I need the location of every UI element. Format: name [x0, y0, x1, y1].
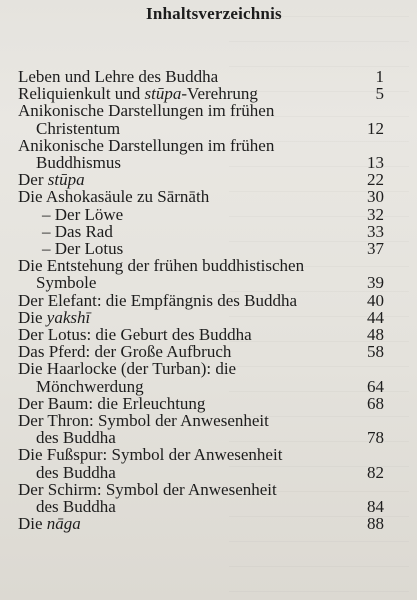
toc-entry-title-continued: des Buddha: [36, 462, 116, 482]
toc-entry-title: Das Pferd: der Große Aufbruch: [18, 342, 232, 362]
table-of-contents: [18, 68, 384, 532]
page-title: Inhaltsverzeichnis: [146, 4, 282, 23]
toc-entry-title-part: Der: [18, 170, 48, 190]
toc-entry-anikonische-christentum: [18, 102, 384, 136]
toc-page-number: 78: [367, 428, 384, 448]
toc-entry-title: Die Fußspur: Symbol der Anwesenheit: [18, 445, 283, 465]
toc-page-number: 48: [367, 325, 384, 345]
toc-entry-das-pferd: [18, 343, 384, 360]
toc-page-number: 44: [367, 307, 384, 327]
toc-entry-title-continued: Christentum: [36, 118, 121, 138]
toc-entry-title: Anikonische Darstellungen im frühen: [18, 101, 275, 121]
toc-entry-title-part: -Verehrung: [181, 84, 258, 104]
toc-entry-title-part: Reliquienkult und: [18, 84, 145, 104]
toc-entry-title-continued: Symbole: [36, 273, 97, 293]
toc-page-number: 39: [367, 273, 384, 293]
toc-page-number: 68: [367, 393, 384, 413]
toc-entry-der-schirm: [18, 481, 384, 515]
toc-page-number: 12: [367, 118, 384, 138]
toc-entry-title-part: Die: [18, 514, 47, 534]
toc-entry-title: Der Elefant: die Empfängnis des Buddha: [18, 290, 298, 310]
toc-entry-title: [18, 515, 344, 532]
toc-entry-title-continued: des Buddha: [36, 428, 116, 448]
toc-entry-reliquienkult: [18, 85, 384, 102]
toc-entry-title: Die Entstehung der frühen buddhistischen: [18, 256, 305, 276]
toc-entry-title-italic: yakshī: [46, 307, 91, 327]
toc-page-number: 58: [367, 342, 384, 362]
toc-entry-title: – Der Lotus: [42, 239, 124, 259]
toc-entry-title: Der Baum: die Erleuchtung: [18, 393, 206, 413]
toc-entry-der-lotus-geburt: [18, 326, 384, 343]
toc-page-number: 13: [367, 153, 384, 173]
toc-entry-die-yakshi: [18, 309, 384, 326]
toc-page-number: 30: [367, 187, 384, 207]
toc-subentry-das-rad: [18, 223, 384, 240]
toc-entry-title: Der Schirm: Symbol der Anwesenheit: [18, 479, 277, 499]
toc-entry-ashokasaeule: [18, 188, 384, 205]
toc-entry-der-elefant: [18, 292, 384, 309]
toc-entry-title-italic: stūpa: [144, 84, 182, 104]
toc-entry-title-continued: des Buddha: [36, 497, 116, 517]
toc-subentry-der-lotus: [18, 240, 384, 257]
toc-entry-title-continued: Buddhismus: [36, 153, 122, 173]
toc-entry-title-continued: Mönchwerdung: [36, 376, 144, 396]
toc-entry-title: [18, 309, 344, 326]
toc-page-number: 40: [367, 290, 384, 310]
toc-entry-title: – Das Rad: [42, 221, 113, 241]
toc-entry-der-thron: [18, 412, 384, 446]
toc-entry-leben-und-lehre: [18, 68, 384, 85]
toc-entry-die-naga: [18, 515, 384, 532]
toc-entry-title: – Der Löwe: [42, 204, 124, 224]
toc-entry-title: [18, 85, 344, 102]
toc-page-number: 82: [367, 462, 384, 482]
toc-entry-der-baum: [18, 395, 384, 412]
toc-entry-title-italic: nāga: [46, 514, 81, 534]
toc-page-number: 33: [367, 221, 384, 241]
toc-entry-title: Anikonische Darstellungen im frühen: [18, 135, 275, 155]
toc-entry-anikonische-buddhismus: [18, 137, 384, 171]
toc-entry-die-haarlocke: [18, 360, 384, 394]
toc-page-number: 84: [367, 497, 384, 517]
toc-entry-entstehung-symbole: [18, 257, 384, 291]
toc-entry-title: Leben und Lehre des Buddha: [18, 67, 219, 86]
toc-page-number: 1: [375, 67, 384, 86]
toc-entry-title: Der Lotus: die Geburt des Buddha: [18, 325, 252, 345]
toc-entry-der-stupa: [18, 171, 384, 188]
toc-entry-title: Die Ashokasäule zu Sārnāth: [18, 187, 210, 207]
toc-entry-title-italic: stūpa: [47, 170, 85, 190]
toc-entry-die-fussspur: [18, 446, 384, 480]
toc-subentry-der-loewe: [18, 206, 384, 223]
toc-page-number: 64: [367, 376, 384, 396]
toc-page-number: 88: [367, 514, 384, 534]
toc-entry-title: [18, 171, 344, 188]
toc-page-number: 5: [375, 84, 384, 104]
toc-page-number: 22: [367, 170, 384, 190]
toc-page-number: 37: [367, 239, 384, 259]
toc-page-number: 32: [367, 204, 384, 224]
toc-entry-title: Die Haarlocke (der Turban): die: [18, 359, 237, 379]
toc-entry-title-part: Die: [18, 307, 47, 327]
toc-entry-title: Der Thron: Symbol der Anwesenheit: [18, 411, 269, 431]
